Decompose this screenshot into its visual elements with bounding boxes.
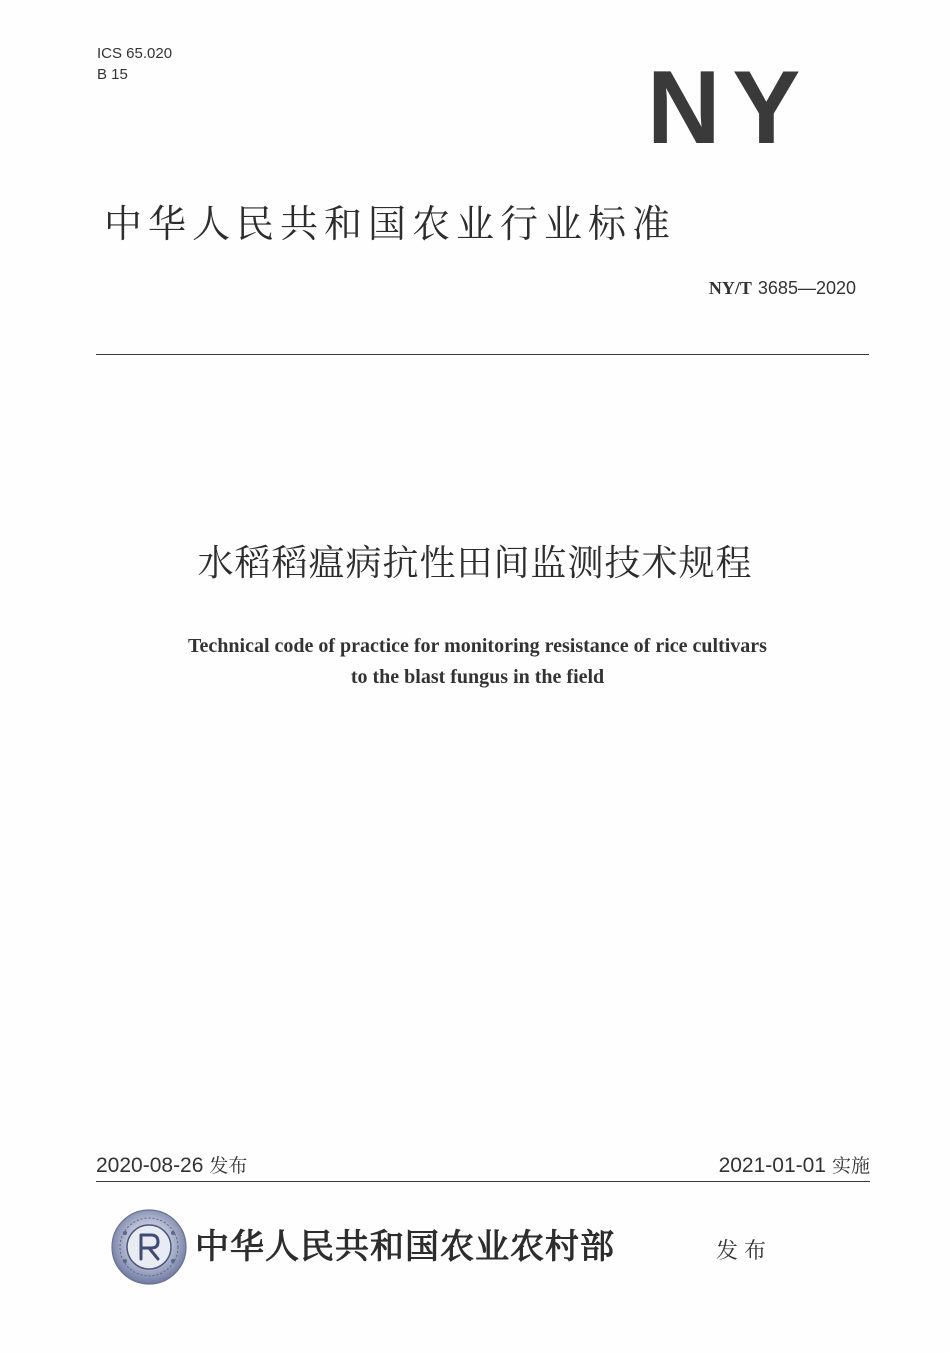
issuer-name: 中华人民共和国农业农村部 bbox=[195, 1227, 615, 1267]
classification-codes bbox=[97, 43, 172, 85]
issuer-action: 发布 bbox=[716, 1239, 773, 1264]
ny-logo: NY bbox=[647, 50, 813, 166]
ics-code: ICS 65.020 bbox=[97, 45, 173, 62]
document-title-en-line2: to the blast fungus in the field bbox=[350, 666, 605, 688]
issue-date-block bbox=[96, 1150, 247, 1182]
implement-date: 2021-01-01 bbox=[718, 1154, 826, 1177]
document-title-zh: 水稻稻瘟病抗性田间监测技术规程 bbox=[197, 543, 753, 584]
ccs-code: B 15 bbox=[97, 66, 128, 83]
ministry-seal-icon bbox=[111, 1209, 187, 1285]
date-row bbox=[96, 1150, 870, 1182]
implement-date-block bbox=[719, 1150, 870, 1182]
top-divider bbox=[96, 354, 869, 355]
issue-date-label: 发布 bbox=[209, 1155, 248, 1177]
standard-category-title: 中华人民共和国农业行业标准 bbox=[104, 202, 677, 246]
implement-date-label: 实施 bbox=[831, 1155, 870, 1177]
standard-number bbox=[709, 278, 856, 299]
bottom-divider bbox=[96, 1181, 870, 1182]
document-title-en-line1: Technical code of practice for monitoring resistance of rice cultivars bbox=[188, 635, 767, 657]
standard-number-prefix: NY/T bbox=[708, 278, 752, 298]
standard-number-id: 3685—2020 bbox=[757, 278, 856, 298]
issue-date: 2020-08-26 bbox=[96, 1154, 204, 1177]
document-title-en bbox=[0, 631, 950, 693]
